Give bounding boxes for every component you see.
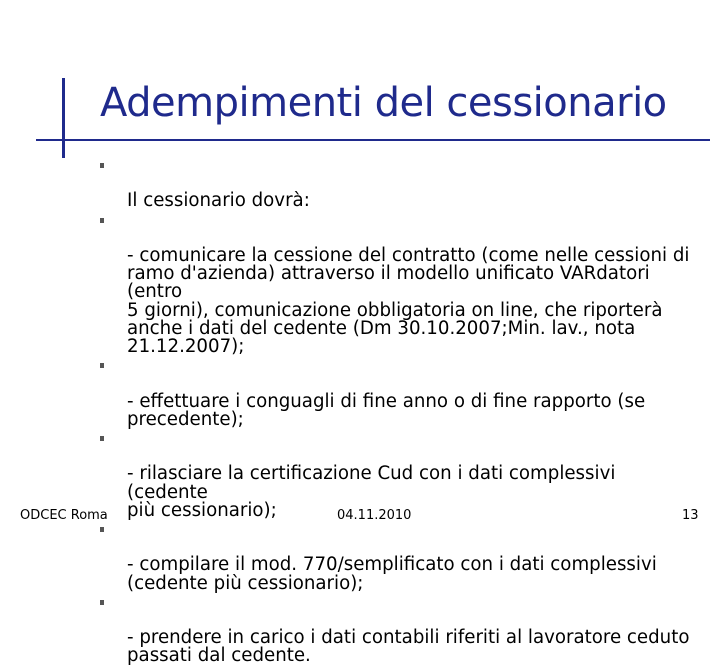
square-bullet-icon	[100, 363, 104, 368]
footer-date: 04.11.2010	[337, 508, 412, 523]
title-accent-vertical-line	[62, 78, 65, 158]
title-accent-horizontal-line	[36, 139, 710, 141]
bullet-list	[100, 156, 700, 666]
bullet-item	[100, 520, 700, 593]
bullet-text: - rilasciare la certificazione Cud con i dati complessivi (cedente più cessionario);	[127, 463, 616, 521]
bullet-item	[100, 356, 700, 429]
bullet-text: - prendere in carico i dati contabili riferiti al lavoratore ceduto passati dal cedente.	[127, 627, 690, 666]
square-bullet-icon	[100, 527, 104, 532]
bullet-item	[100, 593, 700, 666]
bullet-item	[100, 211, 700, 357]
bullet-text: - compilare il mod. 770/semplificato con i dati complessivi (cedente più cessionario);	[127, 554, 657, 594]
footer-organization: ODCEC Roma	[20, 508, 108, 523]
bullet-text: - comunicare la cessione del contratto (come nelle cessioni di ramo d'azienda) attraverso il modello unificato VARdatori (entro 5 giorni), comunicazione obbligatoria on line, che riporterà anche i dati del cedente (Dm 30.10.2007;Min. lav., nota 21.12.2007);	[127, 245, 690, 358]
square-bullet-icon	[100, 600, 104, 605]
bullet-item	[100, 156, 700, 211]
bullet-text: Il cessionario dovrà:	[127, 190, 310, 212]
square-bullet-icon	[100, 163, 104, 168]
square-bullet-icon	[100, 218, 104, 223]
bullet-item	[100, 429, 700, 520]
bullet-text: - effettuare i conguagli di fine anno o di fine rapporto (se precedente);	[127, 390, 646, 430]
slide-title: Adempimenti del cessionario	[100, 80, 667, 126]
square-bullet-icon	[100, 436, 104, 441]
footer-page-number: 13	[682, 508, 699, 523]
